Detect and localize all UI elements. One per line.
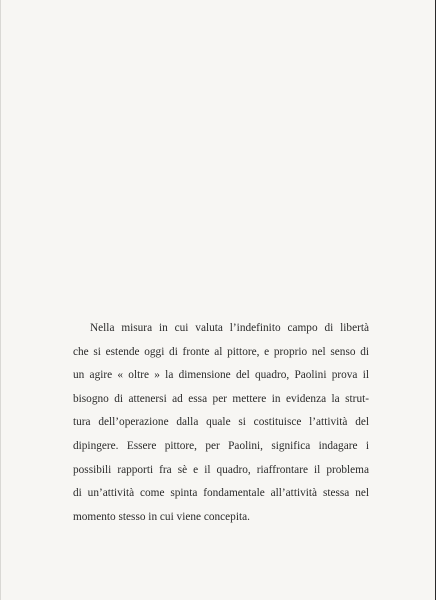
text-line: Nella misura in cui valuta l’indefinito campo di libertà: [90, 322, 369, 334]
text-line: momento stesso in cui viene concepita.: [73, 510, 250, 523]
text-line: possibili rapporti fra sè e il quadro, riaffrontare il problema: [73, 463, 369, 476]
text-line: di un’attività come spinta fondamentale all’attività stessa nel: [73, 487, 369, 500]
text-line: tura dell’operazione dalla quale si costituisce l’attività del: [73, 416, 369, 429]
text-line: un agire « oltre » la dimensione del quadro, Paolini prova il: [73, 369, 369, 382]
text-line: bisogno di attenersi ad essa per mettere in evidenza la strut-: [73, 392, 369, 405]
body-paragraph: [73, 317, 369, 529]
text-line: che si estende oggi di fronte al pittore, e proprio nel senso di: [73, 345, 369, 358]
text-line: dipingere. Essere pittore, per Paolini, significa indagare i: [73, 439, 369, 452]
